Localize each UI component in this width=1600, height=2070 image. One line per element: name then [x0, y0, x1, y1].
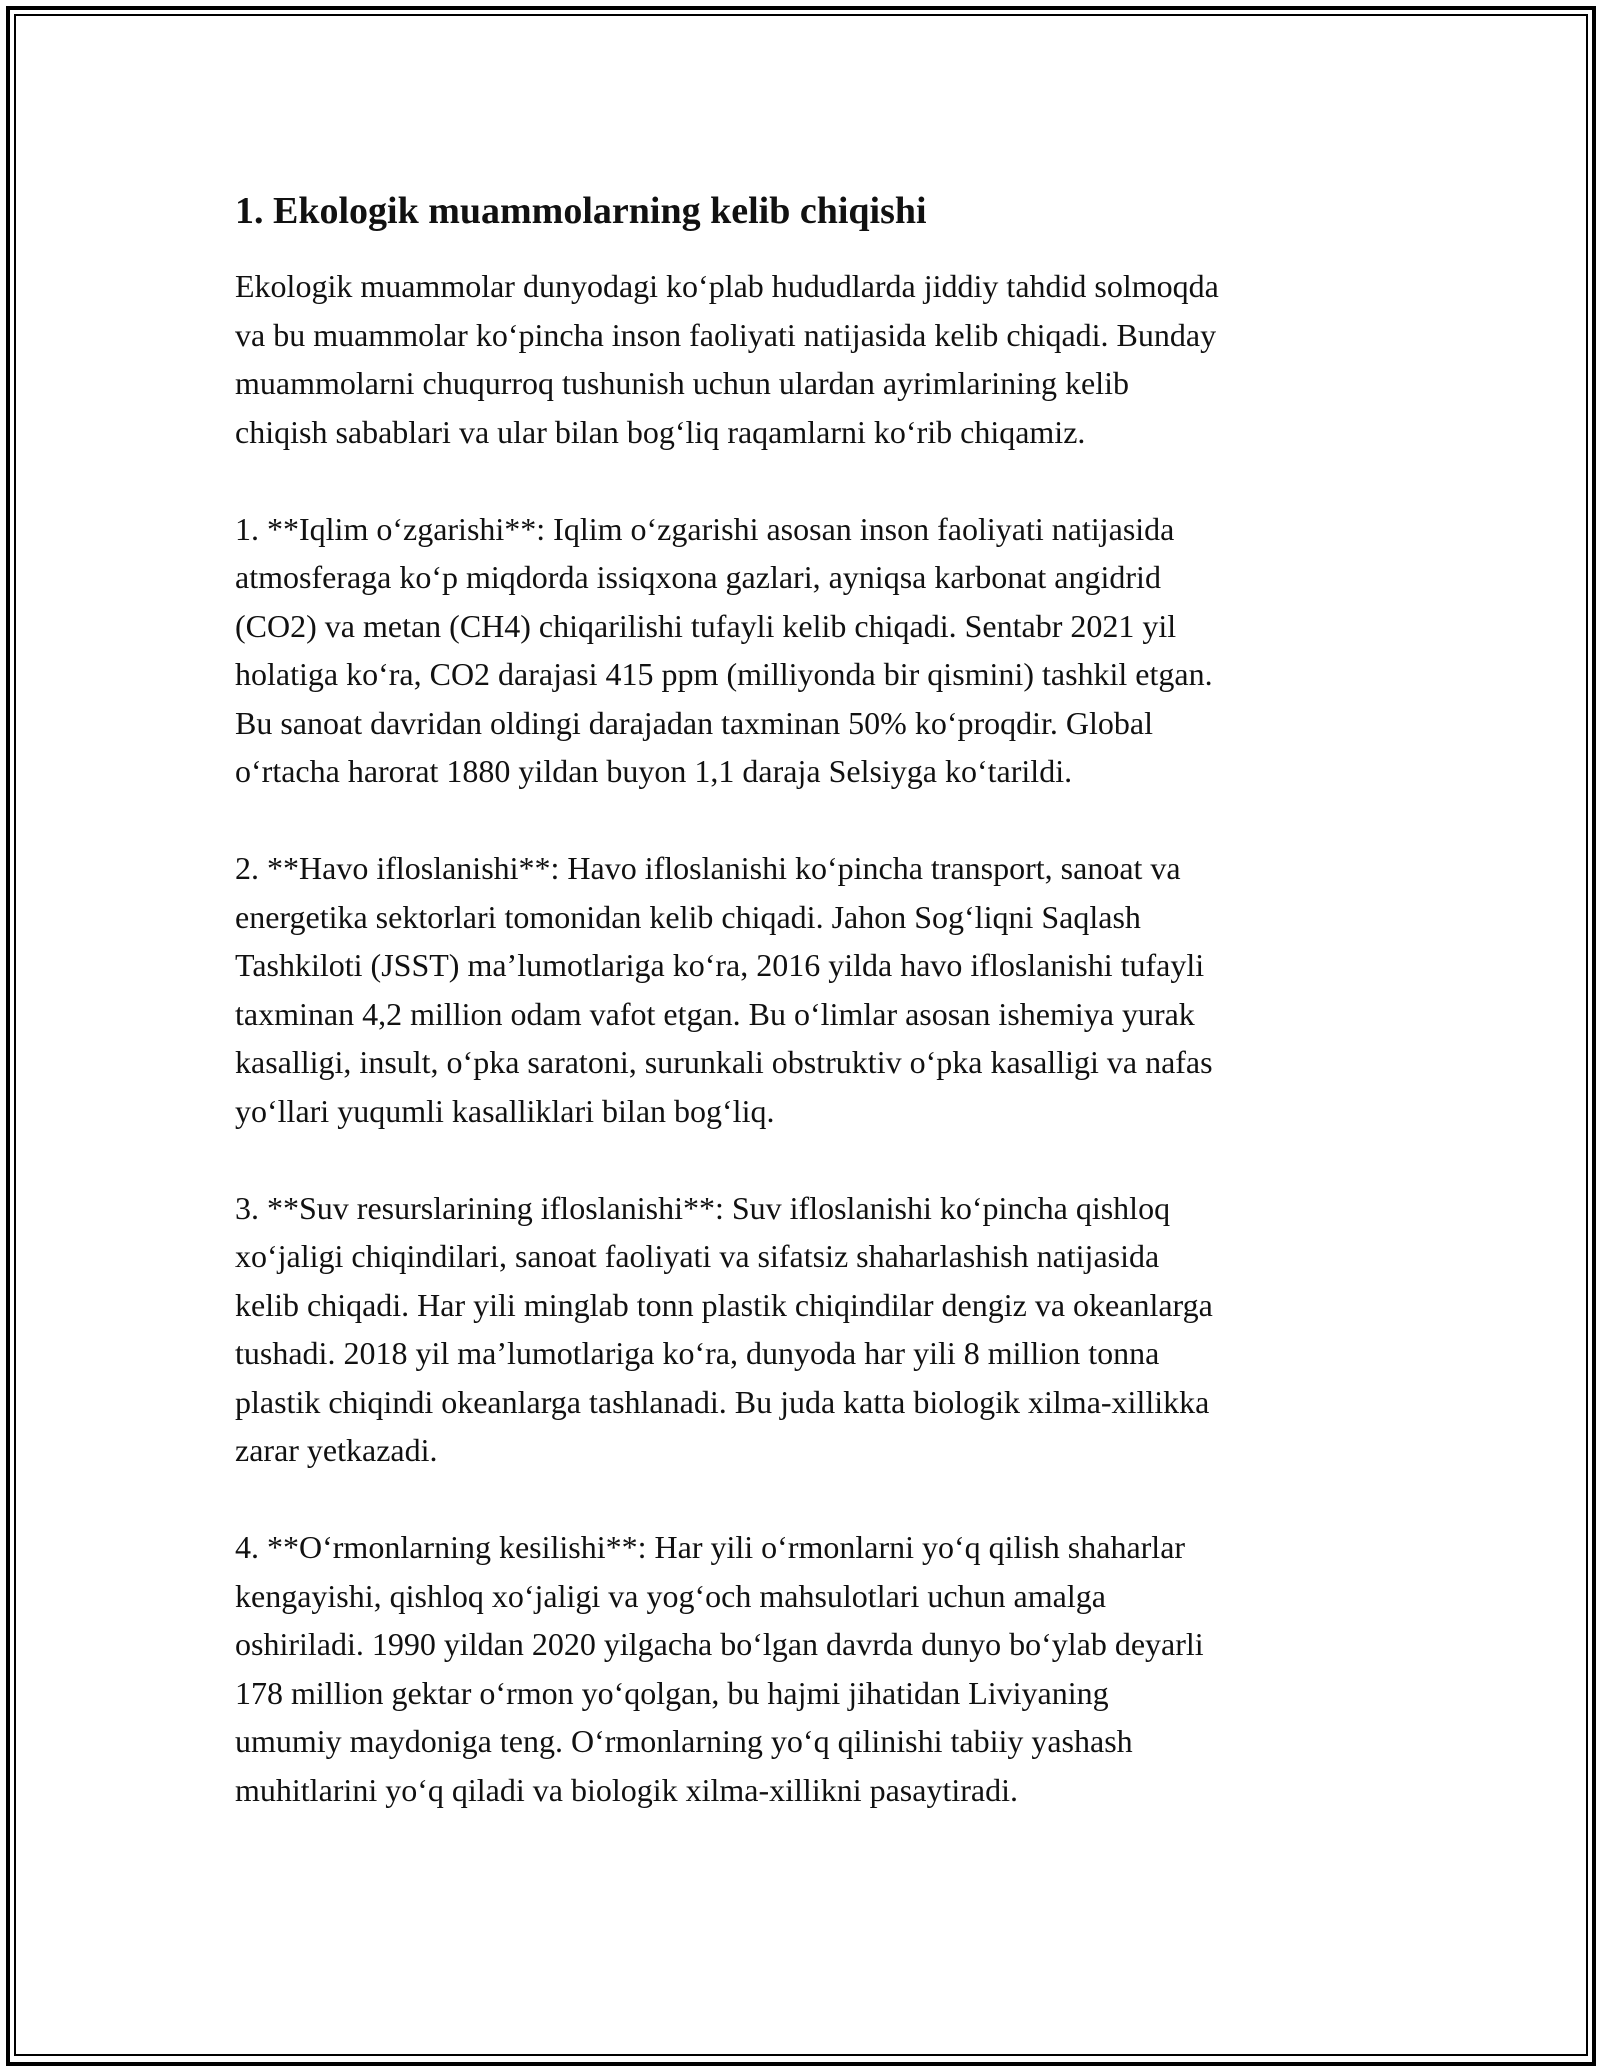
document-body [235, 186, 1375, 1863]
deforestation-paragraph: 4. **O‘rmonlarning kesilishi**: Har yili o‘rmonlarni yo‘q qilish shaharlar kengayishi, qishloq xo‘jaligi va yog‘och mahsulotlari uchun amalga oshiriladi. 1990 yildan 2020 yilgacha bo‘lgan davrda dunyo bo‘ylab deyarli 178 million gektar o‘rmon yo‘qolgan, bu hajmi jihatidan Liviyaning umumiy maydoniga teng. O‘rmonlarning yo‘q qilinishi tabiiy yashash muhitlarini yo‘q qiladi va biologik xilma-xillikni pasaytiradi. [235, 1529, 1204, 1808]
water-pollution-paragraph: 3. **Suv resurslarining ifloslanishi**: Suv ifloslanishi ko‘pincha qishloq xo‘jaligi chiqindilari, sanoat faoliyati va sifatsiz shaharlashish natijasida kelib chiqadi. Har yili minglab tonn plastik chiqindilar dengiz va okeanlarga tushadi. 2018 yil ma’lumotlariga ko‘ra, dunyoda har yili 8 million tonna plastik chiqindi okeanlarga tashlanadi. Bu juda katta biologik xilma-xillikka zarar yetkazadi. [235, 1189, 1213, 1468]
air-pollution-paragraph: 2. **Havo ifloslanishi**: Havo ifloslanishi ko‘pincha transport, sanoat va energetika sektorlari tomonidan kelib chiqadi. Jahon Sog‘liqni Saqlash Tashkiloti (JSST) ma’lumotlariga ko‘ra, 2016 yilda havo ifloslanishi tufayli taxminan 4,2 million odam vafot etgan. Bu o‘limlar asosan ishemiya yurak kasalligi, insult, o‘pka saratoni, surunkali obstruktiv o‘pka kasalligi va nafas yo‘llari yuqumli kasalliklari bilan bog‘liq. [235, 850, 1213, 1129]
climate-change-paragraph: 1. **Iqlim o‘zgarishi**: Iqlim o‘zgarishi asosan inson faoliyati natijasida atmosferaga ko‘p miqdorda issiqxona gazlari, ayniqsa karbonat angidrid (CO2) va metan (CH4) chiqarilishi tufayli kelib chiqadi. Sentabr 2021 yil holatiga ko‘ra, CO2 darajasi 415 ppm (milliyonda bir qismini) tashkil etgan. Bu sanoat davridan oldingi darajadan taxminan 50% ko‘proqdir. Global o‘rtacha harorat 1880 yildan buyon 1,1 daraja Selsiyga ko‘tarildi. [235, 510, 1213, 789]
section-heading: 1. Ekologik muammolarning kelib chiqishi [235, 190, 927, 232]
intro-paragraph: Ekologik muammolar dunyodagi ko‘plab hududlarda jiddiy tahdid solmoqda va bu muammolar ko‘pincha inson faoliyati natijasida kelib chiqadi. Bunday muammolarni chuqurroq tushunish uchun ulardan ayrimlarining kelib chiqish sabablari va ular bilan bog‘liq raqamlarni ko‘rib chiqamiz. [235, 268, 1219, 450]
